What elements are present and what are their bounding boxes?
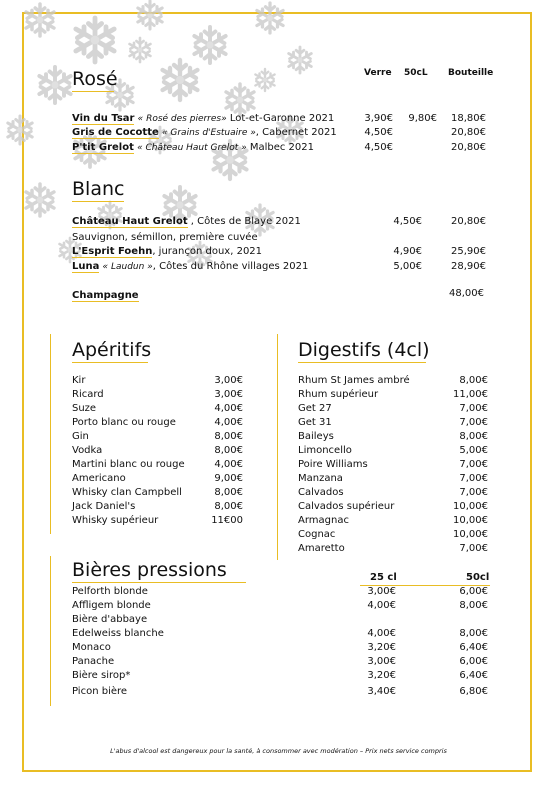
snowflake-icon [194,27,225,63]
blanc-wine-name: L'Esprit Foehn [72,246,153,257]
aperitif-price: 4,00€ [214,417,243,428]
biere-price-50cl: 8,00€ [459,628,488,639]
rose-wine-appellation: « Château Haut Grelot » [137,143,247,153]
biere-price-25cl: 3,40€ [367,686,396,697]
digestif-name: Poire Williams [298,459,368,470]
blanc-price-bouteille: 28,90€ [451,261,486,272]
digestif-price: 7,00€ [459,543,488,554]
aperitif-price: 3,00€ [214,389,243,400]
snowflake-icon [226,84,254,116]
rose-wine-name: Vin du Tsar [72,113,135,124]
biere-price-50cl: 6,00€ [459,656,488,667]
biere-price-25cl: 3,20€ [367,642,396,653]
aperitif-name: Ricard [72,389,104,400]
aperitif-name: Jack Daniel's [72,501,136,512]
aperitif-name: Martini blanc ou rouge [72,459,185,470]
bieres-header-50cl: 50cl [466,572,490,583]
rose-price-verre: 4,50€ [364,142,393,153]
biere-price-50cl: 6,40€ [459,642,488,653]
rose-price-bouteille: 20,80€ [451,142,486,153]
biere-price-50cl: 8,00€ [459,600,488,611]
blanc-wine-name: Luna [72,261,100,272]
snowflake-icon [130,38,151,62]
digestif-name: Cognac [298,529,336,540]
aperitif-price: 9,00€ [214,473,243,484]
rose-wine-description: , Cabernet 2021 [255,127,337,138]
digestif-price: 7,00€ [459,459,488,470]
bieres-title: Bières pressions [72,559,227,581]
snowflake-icon [289,47,312,73]
snowflake-icon [257,3,283,33]
aperitif-name: Whisky supérieur [72,515,159,526]
biere-name: Bière d'abbaye [72,614,148,625]
biere-price-50cl: 6,80€ [459,686,488,697]
snowflake-icon [8,116,32,144]
snowflake-icon [76,18,114,62]
rose-title-underline [72,91,114,92]
biere-price-25cl: 3,00€ [367,656,396,667]
snowflake-icon [138,1,162,29]
digestif-price: 8,00€ [459,375,488,386]
blanc-price-bouteille: 20,80€ [451,216,486,227]
bieres-title-underline [72,582,246,583]
aperitif-price: 8,00€ [214,431,243,442]
blanc-price-bouteille: 25,90€ [451,246,486,257]
digestifs-title: Digestifs (4cl) [298,339,430,361]
blanc-wine-appellation: « Laudun » [102,262,153,272]
aperitif-price: 3,00€ [214,375,243,386]
aperitif-price: 8,00€ [214,501,243,512]
aperitifs-title-underline [72,362,148,363]
digestif-price: 5,00€ [459,445,488,456]
rose-price-bouteille: 20,80€ [451,127,486,138]
digestif-name: Manzana [298,473,343,484]
rose-price-verre: 3,90€ [364,113,393,124]
biere-name: Edelweiss blanche [72,628,164,639]
aperitif-price: 8,00€ [214,445,243,456]
rose-wine-description: Lot-et-Garonne 2021 [226,113,335,124]
snowflake-icon [163,60,198,100]
blanc-wine-description: Sauvignon, sémillon, première cuvée [72,232,258,243]
rose-wine-description: Malbec 2021 [246,142,315,153]
digestifs-side-line [277,334,278,560]
aperitif-price: 8,00€ [214,487,243,498]
digestif-price: 10,00€ [453,515,488,526]
blanc-wine-description: , Côtes du Rhône villages 2021 [152,261,309,272]
rose-header-verre: Verre [364,68,392,78]
blanc-wine-line [72,261,308,273]
rose-wine-appellation: « Rosé des pierres» [137,114,227,124]
digestif-name: Baileys [298,431,334,442]
digestif-name: Limoncello [298,445,352,456]
rose-header-50cl: 50cL [404,68,428,78]
biere-price-25cl: 4,00€ [367,600,396,611]
rose-price-verre: 4,50€ [364,127,393,138]
blanc-wine-description: , Côtes de Blaye 2021 [187,216,301,227]
blanc-wine-line [72,232,258,244]
aperitif-name: Whisky clan Campbell [72,487,182,498]
aperitif-name: Suze [72,403,97,414]
blanc-wine-name: Château Haut Grelot [72,216,188,227]
blanc-price-verre: 4,90€ [393,246,422,257]
digestif-name: Rhum St James ambré [298,375,410,386]
champagne-label: Champagne [72,290,139,301]
bieres-header-25cl: 25 cl [370,572,397,583]
rose-wine-line [72,142,314,154]
blanc-wine-line [72,246,262,258]
digestif-price: 8,00€ [459,431,488,442]
biere-name: Monaco [72,642,111,653]
digestif-price: 7,00€ [459,487,488,498]
digestif-name: Calvados [298,487,344,498]
biere-name: Affligem blonde [72,600,151,611]
aperitif-name: Gin [72,431,89,442]
biere-price-25cl: 3,20€ [367,670,396,681]
digestif-price: 10,00€ [453,501,488,512]
biere-name: Pelforth blonde [72,586,148,597]
digestif-name: Calvados supérieur [298,501,395,512]
rose-wine-appellation: « Grains d'Estuaire » [161,128,256,138]
aperitif-name: Americano [72,473,126,484]
biere-price-25cl: 4,00€ [367,628,396,639]
rose-title: Rosé [72,68,118,90]
digestif-price: 7,00€ [459,473,488,484]
biere-name: Picon bière [72,686,128,697]
aperitifs-side-line [50,334,51,534]
digestif-price: 10,00€ [453,529,488,540]
digestif-name: Rhum supérieur [298,389,379,400]
champagne-price: 48,00€ [449,288,484,299]
digestif-price: 7,00€ [459,403,488,414]
aperitifs-title: Apéritifs [72,339,152,361]
bieres-side-line [50,556,51,706]
digestifs-title-underline [298,362,426,363]
biere-name: Panache [72,656,115,667]
digestif-price: 11,00€ [453,389,488,400]
rose-wine-line [72,113,334,125]
digestif-price: 7,00€ [459,417,488,428]
rose-wine-name: Gris de Cocotte [72,127,159,138]
digestif-name: Amaretto [298,543,345,554]
rose-price-bouteille: 18,80€ [451,113,486,124]
aperitif-price: 4,00€ [214,459,243,470]
aperitif-name: Vodka [72,445,103,456]
footer-disclaimer: L'abus d'alcool est dangereux pour la santé, à consommer avec modération – Prix nets service compris [110,747,447,755]
rose-wine-name: P'tit Grelot [72,142,134,153]
digestif-name: Get 27 [298,403,332,414]
blanc-price-verre: 5,00€ [393,261,422,272]
rose-header-bouteille: Bouteille [448,68,494,78]
digestif-name: Armagnac [298,515,349,526]
blanc-price-verre: 4,50€ [393,216,422,227]
digestif-name: Get 31 [298,417,332,428]
snowflake-icon [26,184,54,216]
aperitif-name: Porto blanc ou rouge [72,417,176,428]
rose-wine-line [72,127,337,139]
snowflake-icon [39,67,70,103]
aperitif-name: Kir [72,375,86,386]
blanc-title-underline [72,201,124,202]
snowflake-icon [26,4,54,36]
biere-name: Bière sirop* [72,670,131,681]
biere-price-25cl: 3,00€ [367,586,396,597]
rose-price-50cl: 9,80€ [408,113,437,124]
snowflake-icon [255,69,274,91]
blanc-wine-description: , jurançon doux, 2021 [152,246,263,257]
aperitif-price: 4,00€ [214,403,243,414]
blanc-title: Blanc [72,178,125,200]
biere-price-50cl: 6,00€ [459,586,488,597]
aperitif-price: 11€00 [211,515,243,526]
blanc-wine-line [72,216,301,228]
biere-price-50cl: 6,40€ [459,670,488,681]
